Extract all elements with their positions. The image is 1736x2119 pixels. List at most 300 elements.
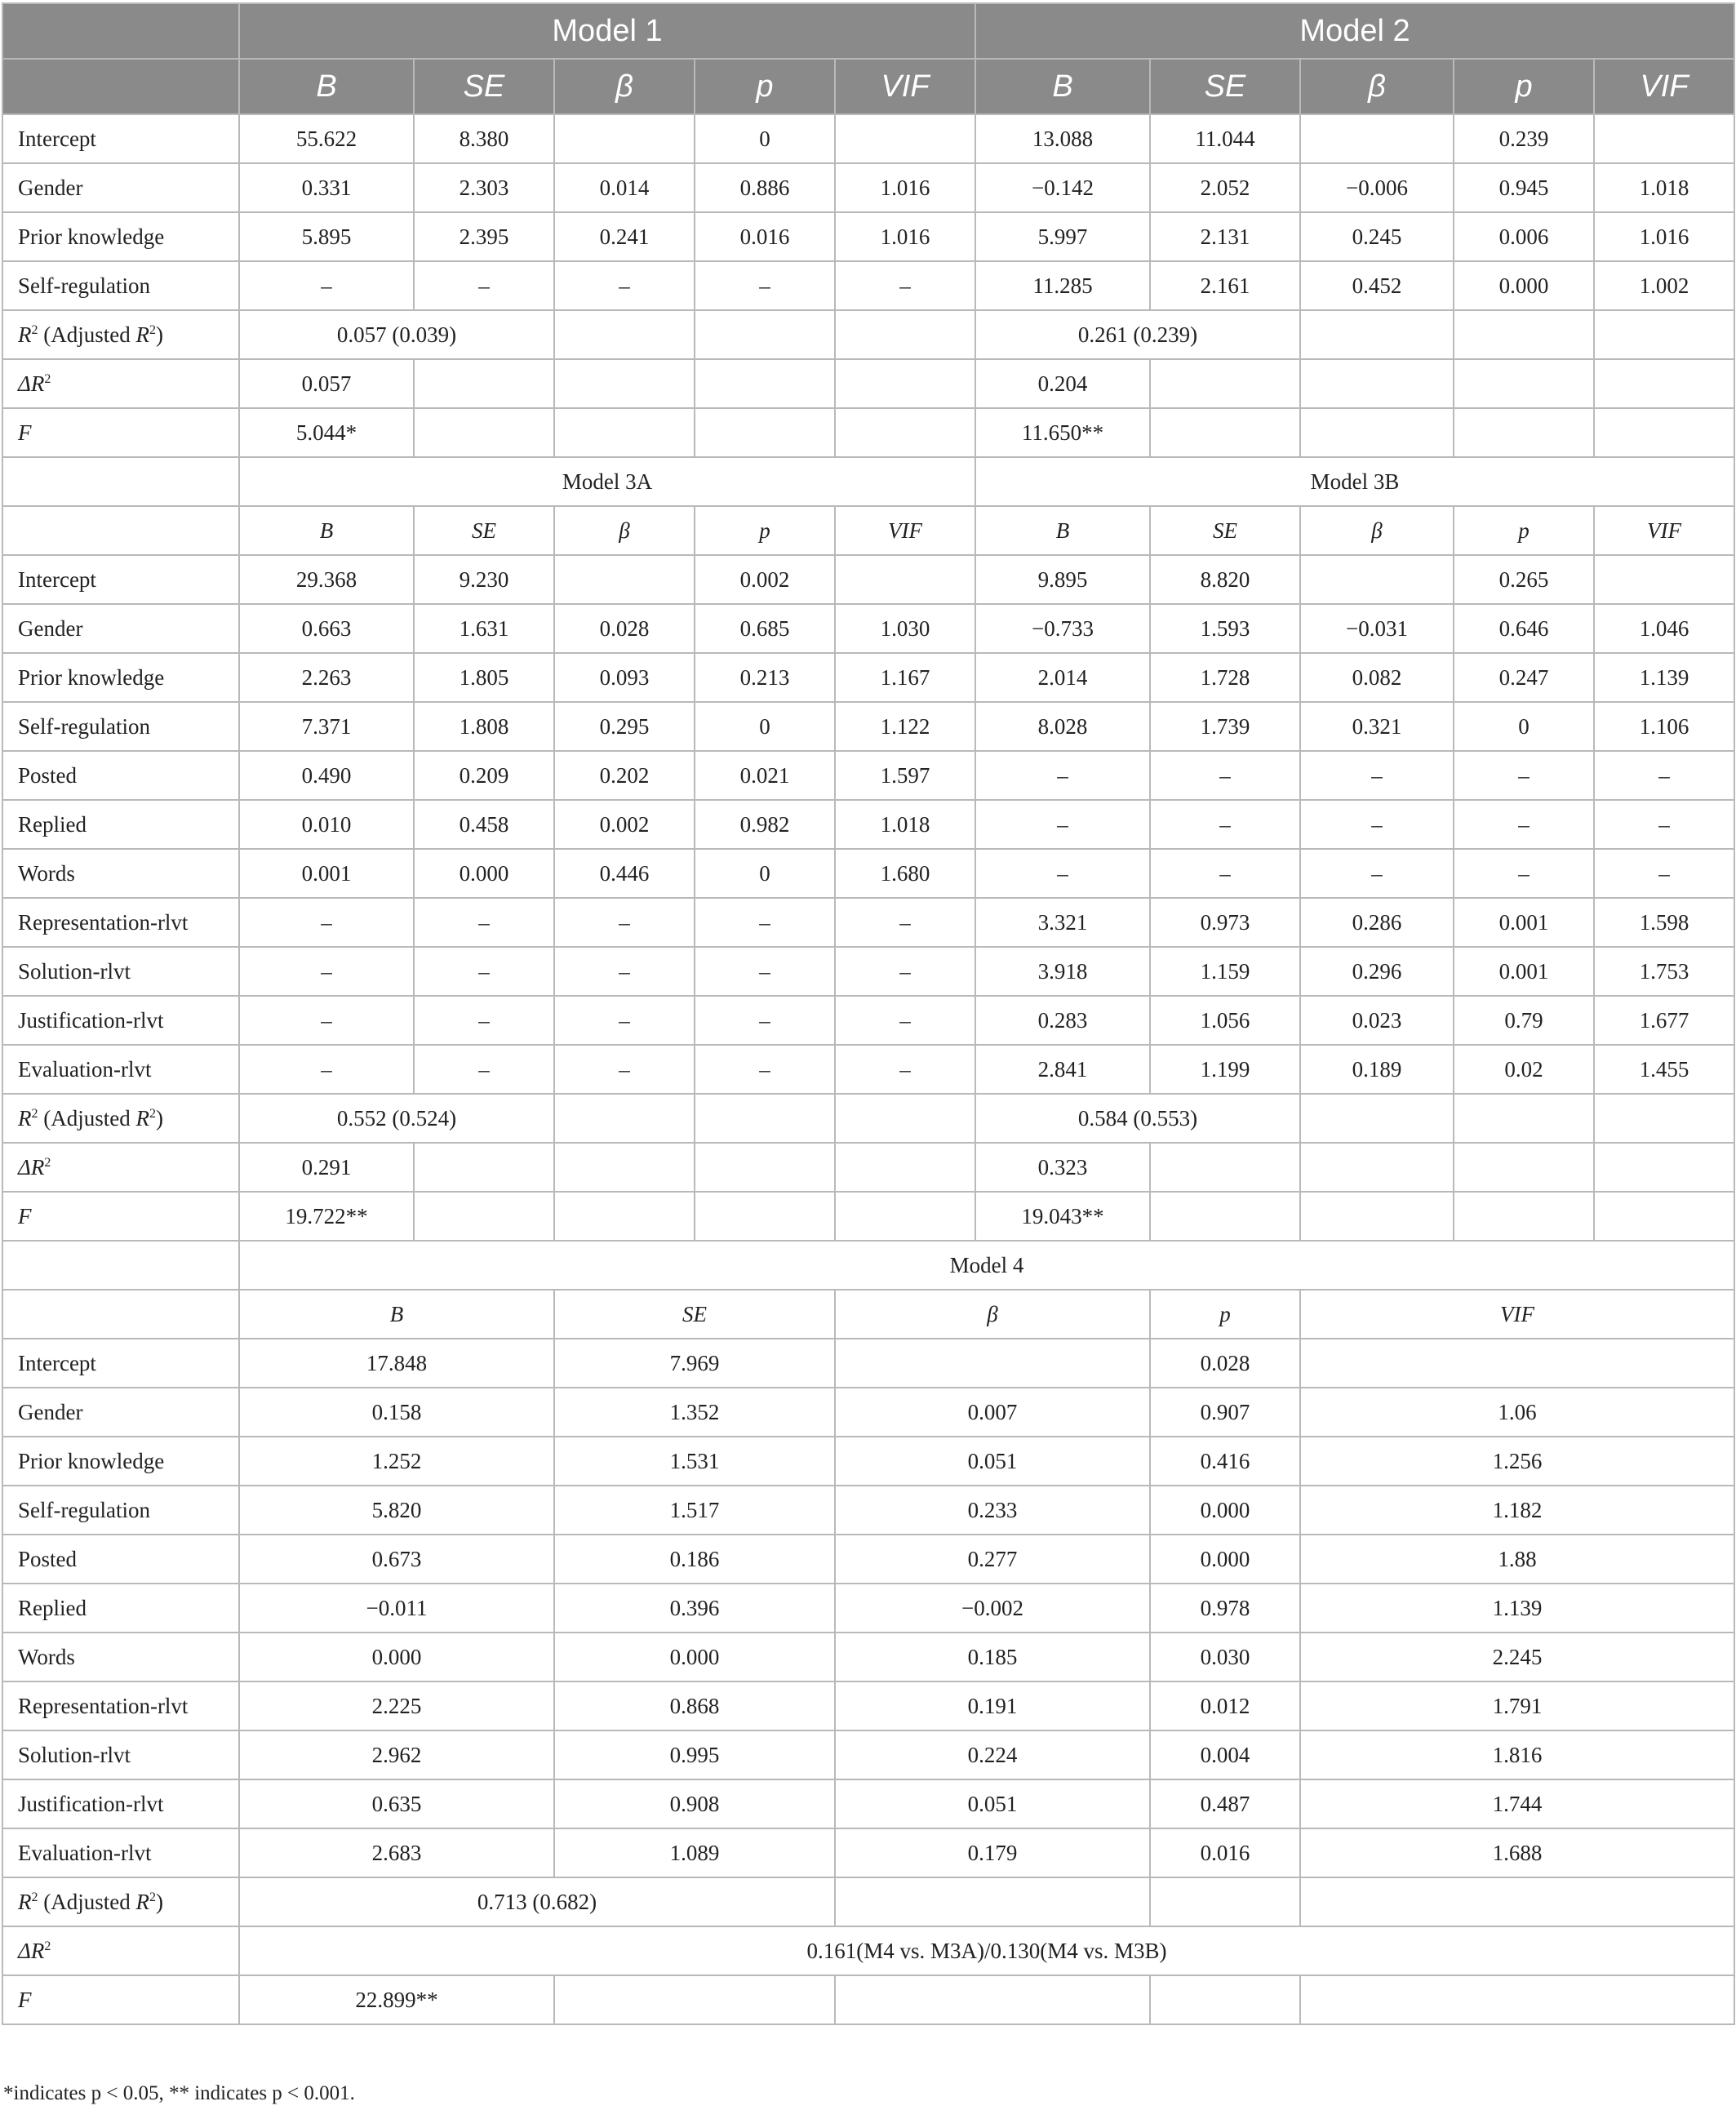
table-cell: 7.371 [239, 702, 414, 751]
table-cell: 0.79 [1454, 996, 1594, 1045]
f-value: 5.044* [239, 408, 414, 457]
table-cell: 0.277 [835, 1535, 1150, 1584]
table-cell: 0.189 [1300, 1045, 1454, 1094]
f-label [2, 1192, 239, 1241]
table-cell: 17.848 [239, 1339, 554, 1388]
table-cell: – [239, 947, 414, 996]
table-cell: 1.016 [835, 212, 975, 261]
table-cell: 0.028 [1150, 1339, 1300, 1388]
r2-superscript: 2 [44, 1155, 51, 1170]
table-cell: 0.945 [1454, 163, 1594, 212]
table-cell: 0.001 [1454, 898, 1594, 947]
table-cell: 0.331 [239, 163, 414, 212]
table-row [2, 261, 1734, 310]
r2-label [2, 1094, 239, 1143]
empty-cell [1300, 1192, 1454, 1241]
empty-cell [414, 359, 554, 408]
row-label: Gender [2, 163, 239, 212]
empty-cell [1300, 1094, 1454, 1143]
row-label: Intercept [2, 1339, 239, 1388]
table-row [2, 800, 1734, 849]
table-cell: 0.446 [554, 849, 695, 898]
table-cell: 1.252 [239, 1437, 554, 1486]
table-cell: – [1594, 849, 1734, 898]
table-cell: 1.018 [1594, 163, 1734, 212]
table-cell: 0 [695, 849, 835, 898]
table-cell: 0.186 [554, 1535, 835, 1584]
r2-symbol: R [18, 1105, 32, 1131]
r2-label [2, 1877, 239, 1926]
empty-cell [1150, 359, 1300, 408]
table-cell: 1.688 [1300, 1828, 1734, 1877]
table-cell: 0.982 [695, 800, 835, 849]
column-header: B [975, 59, 1150, 114]
r2-close-paren: ) [155, 1105, 163, 1131]
empty-cell [1300, 359, 1454, 408]
r2-symbol: R [135, 1105, 149, 1131]
column-header: B [239, 1290, 554, 1339]
table-cell [1300, 555, 1454, 604]
table-cell: 1.06 [1300, 1388, 1734, 1437]
column-header: β [1300, 506, 1454, 555]
table-cell: 0.209 [414, 751, 554, 800]
table-cell: 0.907 [1150, 1388, 1300, 1437]
table-row [2, 1339, 1734, 1388]
table-cell: – [975, 751, 1150, 800]
table-cell: – [414, 996, 554, 1045]
table-cell [1300, 114, 1454, 163]
r2-label [2, 310, 239, 359]
r2-superscript: 2 [149, 322, 156, 337]
table-cell: – [835, 996, 975, 1045]
table-cell: 1.531 [554, 1437, 835, 1486]
stat-row [2, 408, 1734, 457]
table-cell: 0.233 [835, 1486, 1150, 1535]
table-cell: 0.213 [695, 653, 835, 702]
empty-cell [695, 359, 835, 408]
column-header: VIF [1594, 59, 1734, 114]
table-cell [1300, 1339, 1734, 1388]
table-cell: 1.517 [554, 1486, 835, 1535]
table-cell: 3.321 [975, 898, 1150, 947]
table-cell: 0 [1454, 702, 1594, 751]
model4-header: Model 4 [239, 1241, 1734, 1290]
r2-close-paren: ) [155, 322, 163, 347]
table-cell: 0.202 [554, 751, 695, 800]
table-cell: 2.225 [239, 1681, 554, 1730]
column-header: β [554, 59, 695, 114]
empty-cell [1150, 1877, 1300, 1926]
table-cell: 1.046 [1594, 604, 1734, 653]
table-cell: 0.000 [1454, 261, 1594, 310]
table-cell: 7.969 [554, 1339, 835, 1388]
table-cell: – [695, 947, 835, 996]
column-header: p [1454, 506, 1594, 555]
table-cell: 0.179 [835, 1828, 1150, 1877]
table-cell: 1.159 [1150, 947, 1300, 996]
empty-cell [2, 457, 239, 506]
table-cell: 0.016 [695, 212, 835, 261]
table-row [2, 947, 1734, 996]
table-cell: 0.886 [695, 163, 835, 212]
table-cell [835, 555, 975, 604]
f-value: 19.043** [975, 1192, 1150, 1241]
r2-value: 0.584 (0.553) [975, 1094, 1300, 1143]
column-header: VIF [835, 506, 975, 555]
corner-cell [2, 59, 239, 114]
empty-cell [554, 1192, 695, 1241]
empty-cell [2, 506, 239, 555]
table-cell: 0.028 [554, 604, 695, 653]
row-label: Words [2, 1633, 239, 1681]
table-cell: 1.016 [835, 163, 975, 212]
r2-superscript: 2 [31, 1106, 38, 1121]
row-label: Representation-rlvt [2, 1681, 239, 1730]
table-cell: 1.256 [1300, 1437, 1734, 1486]
table-cell: – [1594, 751, 1734, 800]
empty-cell [1300, 310, 1454, 359]
table-row [2, 1633, 1734, 1681]
table-cell: 1.122 [835, 702, 975, 751]
table-cell: 1.106 [1594, 702, 1734, 751]
empty-cell [1594, 408, 1734, 457]
f-value: 22.899** [239, 1975, 554, 2024]
table-cell: 1.018 [835, 800, 975, 849]
table-cell: 2.131 [1150, 212, 1300, 261]
table-cell: – [554, 996, 695, 1045]
row-label: Prior knowledge [2, 1437, 239, 1486]
table-cell: – [1150, 849, 1300, 898]
table-cell: −0.031 [1300, 604, 1454, 653]
empty-cell [835, 1877, 1150, 1926]
empty-cell [1594, 310, 1734, 359]
table-cell: 11.285 [975, 261, 1150, 310]
table-cell: 0.452 [1300, 261, 1454, 310]
f-symbol: F [18, 420, 32, 445]
empty-cell [835, 1143, 975, 1192]
empty-cell [1454, 1143, 1594, 1192]
delta-r2-value: 0.161(M4 vs. M3A)/0.130(M4 vs. M3B) [239, 1926, 1734, 1975]
table-cell: 29.368 [239, 555, 414, 604]
column-header: SE [1150, 506, 1300, 555]
empty-cell [1300, 1975, 1734, 2024]
table-cell: – [1454, 751, 1594, 800]
table-cell: 0.007 [835, 1388, 1150, 1437]
table-cell: 2.014 [975, 653, 1150, 702]
table-row [2, 1779, 1734, 1828]
table-cell: 0.000 [239, 1633, 554, 1681]
delta-r2-value: 0.323 [975, 1143, 1150, 1192]
empty-cell [835, 310, 975, 359]
table-cell: 0.010 [239, 800, 414, 849]
column-header-row [2, 506, 1734, 555]
model3a-header: Model 3A [239, 457, 975, 506]
table-cell: −0.142 [975, 163, 1150, 212]
table-cell: 0.247 [1454, 653, 1594, 702]
table-cell: 1.791 [1300, 1681, 1734, 1730]
column-header: B [975, 506, 1150, 555]
table-cell: 1.030 [835, 604, 975, 653]
row-label: Evaluation-rlvt [2, 1045, 239, 1094]
row-label: Justification-rlvt [2, 1779, 239, 1828]
table-cell: – [835, 1045, 975, 1094]
table-cell: 1.598 [1594, 898, 1734, 947]
table-cell: – [1300, 800, 1454, 849]
table-cell: 1.002 [1594, 261, 1734, 310]
r2-adjusted-text: (Adjusted [38, 1889, 136, 1914]
table-cell: −0.733 [975, 604, 1150, 653]
empty-cell [695, 1143, 835, 1192]
table-footnote: *indicates p < 0.05, ** indicates p < 0.001. [3, 2082, 355, 2104]
row-label: Self-regulation [2, 1486, 239, 1535]
table-cell: 0.245 [1300, 212, 1454, 261]
row-label: Solution-rlvt [2, 947, 239, 996]
table-cell: 1.680 [835, 849, 975, 898]
table-cell: 2.962 [239, 1730, 554, 1779]
table-cell: 1.677 [1594, 996, 1734, 1045]
table-row [2, 751, 1734, 800]
table-cell: – [1300, 849, 1454, 898]
row-label: Prior knowledge [2, 212, 239, 261]
f-label [2, 408, 239, 457]
column-header: p [695, 59, 835, 114]
table-cell: 1.597 [835, 751, 975, 800]
empty-cell [414, 408, 554, 457]
table-cell: 0.002 [695, 555, 835, 604]
table-cell: 0.006 [1454, 212, 1594, 261]
table-cell: 0.685 [695, 604, 835, 653]
empty-cell [554, 1143, 695, 1192]
table-cell: – [239, 1045, 414, 1094]
table-cell: – [835, 261, 975, 310]
table-row [2, 163, 1734, 212]
table-cell: 1.056 [1150, 996, 1300, 1045]
table-cell: 0.487 [1150, 1779, 1300, 1828]
table-cell: 0.02 [1454, 1045, 1594, 1094]
table-cell: – [414, 898, 554, 947]
delta-r2-value: 0.291 [239, 1143, 414, 1192]
empty-cell [2, 1241, 239, 1290]
empty-cell [1150, 408, 1300, 457]
table-cell: 13.088 [975, 114, 1150, 163]
table-cell: – [835, 947, 975, 996]
r2-superscript: 2 [44, 371, 51, 386]
delta-r2-symbol: ΔR [18, 1154, 45, 1179]
empty-cell [1150, 1975, 1300, 2024]
delta-r2-symbol: ΔR [18, 1938, 45, 1963]
column-header: β [1300, 59, 1454, 114]
table-cell: – [835, 898, 975, 947]
table-cell: 0.635 [239, 1779, 554, 1828]
row-label: Intercept [2, 555, 239, 604]
table-cell: 1.805 [414, 653, 554, 702]
table-cell: – [1454, 800, 1594, 849]
empty-cell [1594, 1094, 1734, 1143]
stat-row [2, 1975, 1734, 2024]
table-cell: 0.004 [1150, 1730, 1300, 1779]
r2-value: 0.057 (0.039) [239, 310, 554, 359]
empty-cell [695, 408, 835, 457]
r2-symbol: R [135, 1889, 149, 1914]
empty-cell [1454, 1094, 1594, 1143]
table-cell: 0.023 [1300, 996, 1454, 1045]
column-header: p [695, 506, 835, 555]
table-cell: 0.868 [554, 1681, 835, 1730]
table-cell: 1.728 [1150, 653, 1300, 702]
empty-cell [1454, 408, 1594, 457]
table-cell: 0.296 [1300, 947, 1454, 996]
column-header: SE [1150, 59, 1300, 114]
empty-cell [554, 1094, 695, 1143]
column-header: B [239, 506, 414, 555]
row-label: Prior knowledge [2, 653, 239, 702]
table-cell: 2.395 [414, 212, 554, 261]
table-cell: 0.001 [1454, 947, 1594, 996]
regression-table [2, 2, 1735, 2025]
table-cell: 1.816 [1300, 1730, 1734, 1779]
delta-r2-value: 0.204 [975, 359, 1150, 408]
table-cell: 11.044 [1150, 114, 1300, 163]
table-cell: 1.808 [414, 702, 554, 751]
table-cell: 8.820 [1150, 555, 1300, 604]
empty-cell [835, 1094, 975, 1143]
table-row [2, 1437, 1734, 1486]
column-header: SE [414, 506, 554, 555]
row-label: Solution-rlvt [2, 1730, 239, 1779]
empty-cell [1594, 1192, 1734, 1241]
column-header: p [1150, 1290, 1300, 1339]
table-cell: – [1150, 800, 1300, 849]
table-cell: 2.052 [1150, 163, 1300, 212]
table-cell: 1.199 [1150, 1045, 1300, 1094]
table-cell: 5.997 [975, 212, 1150, 261]
table-cell: 1.016 [1594, 212, 1734, 261]
delta-r2-label [2, 1143, 239, 1192]
r2-superscript: 2 [149, 1106, 156, 1121]
column-header: β [554, 506, 695, 555]
table-cell: 0.000 [554, 1633, 835, 1681]
model-header-row [2, 1241, 1734, 1290]
empty-cell [554, 1975, 835, 2024]
table-cell: – [554, 898, 695, 947]
row-label: Self-regulation [2, 702, 239, 751]
row-label: Posted [2, 751, 239, 800]
table-cell: 0.265 [1454, 555, 1594, 604]
table-cell: 8.028 [975, 702, 1150, 751]
table-cell: 0.239 [1454, 114, 1594, 163]
table-cell: 0.663 [239, 604, 414, 653]
empty-cell [1150, 1192, 1300, 1241]
table-cell: 0.051 [835, 1437, 1150, 1486]
r2-symbol: R [135, 322, 149, 347]
table-row [2, 849, 1734, 898]
table-row [2, 1681, 1734, 1730]
table-row [2, 996, 1734, 1045]
table-cell: 0.191 [835, 1681, 1150, 1730]
row-label: Replied [2, 800, 239, 849]
column-header: B [239, 59, 414, 114]
table-cell: 0.286 [1300, 898, 1454, 947]
table-cell: – [414, 947, 554, 996]
column-header: p [1454, 59, 1594, 114]
delta-r2-symbol: ΔR [18, 371, 45, 396]
table-cell: 0.051 [835, 1779, 1150, 1828]
table-cell: – [554, 261, 695, 310]
empty-cell [1300, 408, 1454, 457]
empty-cell [695, 1094, 835, 1143]
column-header: SE [414, 59, 554, 114]
table-cell: 0.082 [1300, 653, 1454, 702]
table-cell: 1.167 [835, 653, 975, 702]
table-cell: 0.396 [554, 1584, 835, 1633]
table-cell: 0.458 [414, 800, 554, 849]
table-cell: 9.230 [414, 555, 554, 604]
table-row [2, 1584, 1734, 1633]
table-cell: 0.241 [554, 212, 695, 261]
table-cell: – [239, 996, 414, 1045]
model1-header: Model 1 [239, 3, 975, 59]
table-cell: 1.744 [1300, 1779, 1734, 1828]
column-header: VIF [1594, 506, 1734, 555]
table-cell: 9.895 [975, 555, 1150, 604]
stat-row [2, 310, 1734, 359]
row-label: Words [2, 849, 239, 898]
empty-cell [1454, 310, 1594, 359]
table-cell: 1.88 [1300, 1535, 1734, 1584]
table-cell: – [414, 261, 554, 310]
empty-cell [554, 310, 695, 359]
table-cell: 0.321 [1300, 702, 1454, 751]
r2-adjusted-text: (Adjusted [38, 322, 136, 347]
r2-close-paren: ) [155, 1889, 163, 1914]
empty-cell [554, 359, 695, 408]
table-cell [835, 1339, 1150, 1388]
table-cell: 0.283 [975, 996, 1150, 1045]
table-row [2, 898, 1734, 947]
r2-value: 0.552 (0.524) [239, 1094, 554, 1143]
header-row [2, 59, 1734, 114]
r2-symbol: R [18, 1889, 32, 1914]
model2-header: Model 2 [975, 3, 1734, 59]
empty-cell [1594, 359, 1734, 408]
table-cell: 5.820 [239, 1486, 554, 1535]
f-symbol: F [18, 1203, 32, 1228]
corner-cell [2, 3, 239, 59]
stat-row [2, 359, 1734, 408]
table-cell: – [695, 996, 835, 1045]
column-header: SE [554, 1290, 835, 1339]
table-cell: – [695, 898, 835, 947]
row-label: Evaluation-rlvt [2, 1828, 239, 1877]
table-row [2, 1486, 1734, 1535]
table-cell: 0.014 [554, 163, 695, 212]
table-cell: 0 [695, 114, 835, 163]
table-cell: 2.683 [239, 1828, 554, 1877]
table-cell: 55.622 [239, 114, 414, 163]
table-cell: 1.739 [1150, 702, 1300, 751]
empty-cell [1300, 1143, 1454, 1192]
stat-row [2, 1877, 1734, 1926]
r2-adjusted-text: (Adjusted [38, 1105, 136, 1131]
table-cell: 0.973 [1150, 898, 1300, 947]
table-cell [1594, 555, 1734, 604]
table-cell: 0.224 [835, 1730, 1150, 1779]
table-cell: – [1594, 800, 1734, 849]
row-label: Self-regulation [2, 261, 239, 310]
table-cell: – [414, 1045, 554, 1094]
table-cell: 0 [695, 702, 835, 751]
table-cell: 2.841 [975, 1045, 1150, 1094]
